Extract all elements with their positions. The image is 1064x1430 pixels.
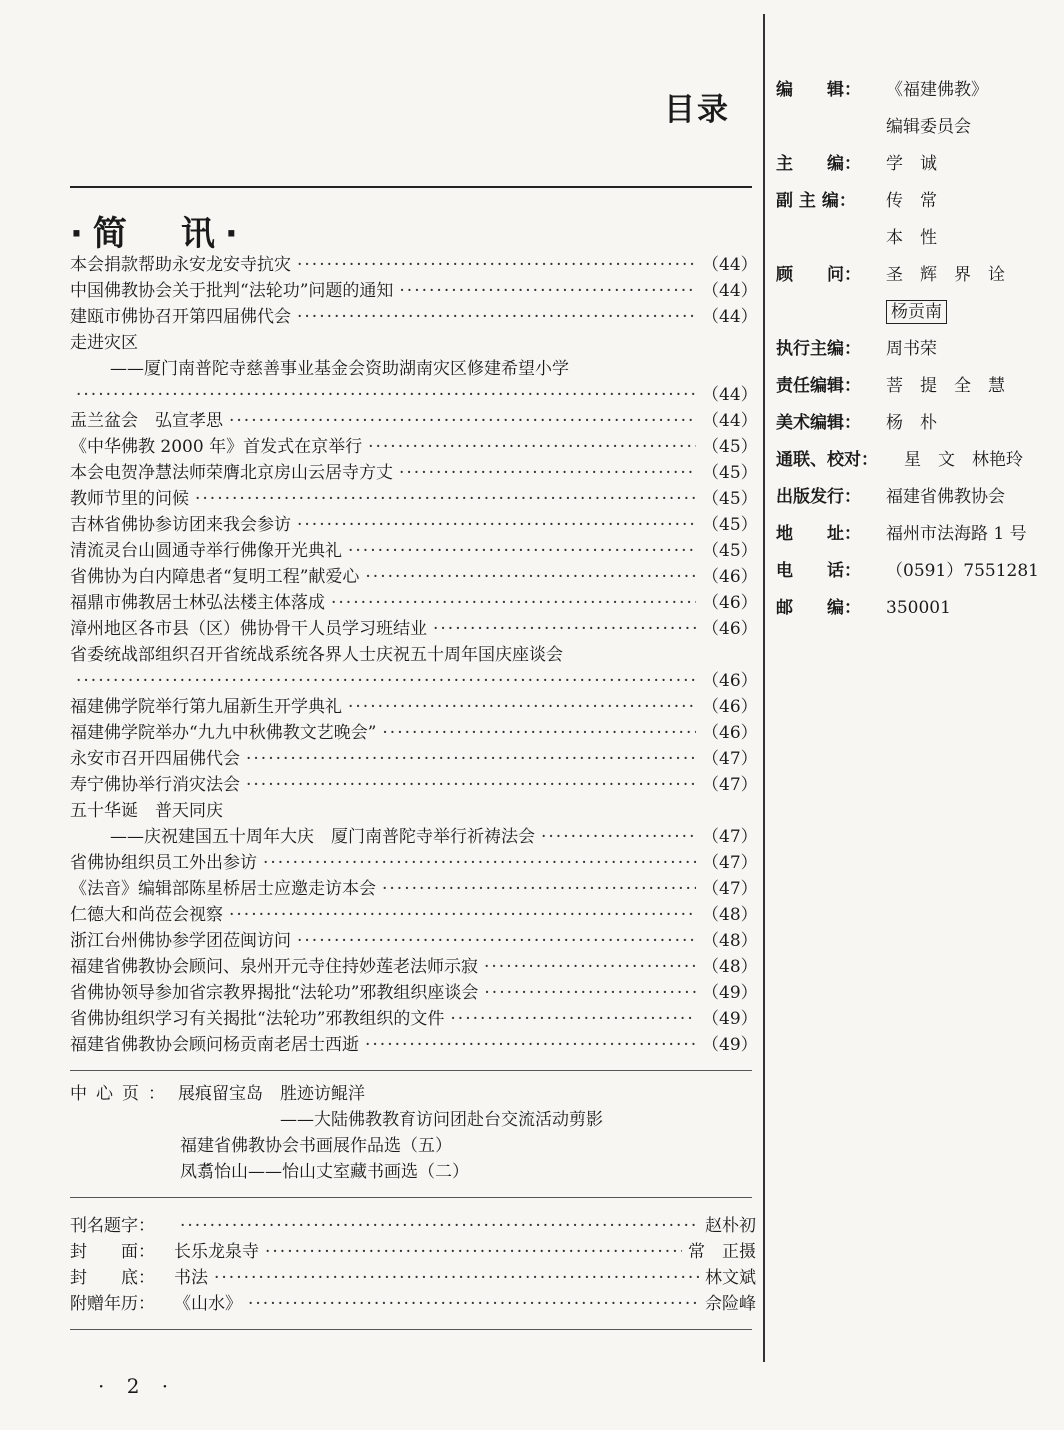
toc-entry-title: 五十华诞 普天同庆 bbox=[70, 801, 223, 821]
toc-entry-page: （45） bbox=[702, 541, 758, 561]
toc-entry-page: （49） bbox=[702, 1035, 758, 1055]
credit-author: 赵朴初 bbox=[705, 1216, 756, 1236]
credit-item bbox=[70, 1265, 208, 1291]
toc-entry-title: 永安市召开四届佛代会 bbox=[70, 749, 240, 769]
masthead-value: 菩 提 全 慧 bbox=[886, 376, 1005, 396]
masthead-value-wrap bbox=[886, 257, 1061, 294]
masthead-value: 350001 bbox=[886, 598, 951, 618]
masthead-value: 传 常 bbox=[886, 191, 937, 211]
toc-entry-title: 福建佛学院举办“九九中秋佛教文艺晚会” bbox=[70, 723, 377, 743]
masthead-value-wrap bbox=[886, 590, 1061, 627]
dot-leader bbox=[348, 538, 696, 564]
toc-entry-page: （49） bbox=[702, 1009, 758, 1029]
toc-entry-page: （44） bbox=[702, 385, 758, 405]
toc-entry-page: （49） bbox=[702, 983, 758, 1003]
toc-entry-title: 浙江台州佛协参学团莅闽访问 bbox=[70, 931, 291, 951]
masthead-key: 美术编辑： bbox=[776, 413, 861, 433]
center-page-line-2: ——大陆佛教教育访问团赴台交流活动剪影 bbox=[280, 1110, 603, 1130]
toc-entry-page: （46） bbox=[702, 697, 758, 717]
masthead-row bbox=[776, 72, 1061, 109]
dot-leader bbox=[265, 1239, 682, 1265]
toc-entry-title: 中国佛教协会关于批判“法轮功”问题的通知 bbox=[70, 281, 394, 301]
table-of-contents bbox=[70, 252, 758, 1058]
masthead-row bbox=[776, 183, 1061, 220]
masthead bbox=[776, 72, 1061, 627]
toc-entry-page: （44） bbox=[702, 411, 758, 431]
masthead-value: 福建省佛教协会 bbox=[886, 487, 1005, 507]
masthead-value-wrap bbox=[886, 553, 1061, 590]
dot-leader bbox=[399, 460, 696, 486]
toc-entry-title: ——厦门南普陀寺慈善事业基金会资助湖南灾区修建希望小学 bbox=[110, 359, 569, 379]
masthead-key: 主 编： bbox=[776, 154, 861, 174]
toc-entry-page: （45） bbox=[702, 437, 758, 457]
toc-entry bbox=[70, 824, 758, 850]
toc-entry bbox=[70, 668, 758, 694]
center-page-block bbox=[70, 1081, 752, 1185]
toc-entry-title: 省佛协组织学习有关揭批“法轮功”邪教组织的文件 bbox=[70, 1009, 445, 1029]
masthead-row bbox=[776, 479, 1061, 516]
toc-entry bbox=[70, 1032, 758, 1058]
masthead-value-wrap bbox=[886, 183, 1061, 220]
masthead-row bbox=[776, 146, 1061, 183]
credit-key: 刊名题字： bbox=[70, 1216, 155, 1236]
credit-value: 《山水》 bbox=[174, 1294, 242, 1314]
toc-entry-page: （46） bbox=[702, 593, 758, 613]
toc-entry bbox=[70, 538, 758, 564]
toc-entry bbox=[70, 408, 758, 434]
toc-entry-title: 《法音》编辑部陈星桥居士应邀走访本会 bbox=[70, 879, 376, 899]
dot-leader bbox=[484, 980, 696, 1006]
masthead-value: 杨 朴 bbox=[886, 413, 937, 433]
toc-entry-page: （47） bbox=[702, 879, 758, 899]
masthead-key: 电 话： bbox=[776, 561, 861, 581]
dot-leader bbox=[382, 720, 696, 746]
masthead-value-wrap bbox=[886, 72, 1061, 109]
masthead-value-wrap bbox=[886, 368, 1061, 405]
credits-block bbox=[70, 1213, 756, 1317]
credit-key: 封 面： bbox=[70, 1242, 155, 1262]
toc-entry-title: ——庆祝建国五十周年大庆 厦门南普陀寺举行祈祷法会 bbox=[110, 827, 535, 847]
dot-leader bbox=[297, 928, 696, 954]
masthead-row bbox=[776, 590, 1061, 627]
masthead-value: 圣 辉 界 诠 bbox=[886, 265, 1005, 285]
toc-entry bbox=[70, 356, 752, 382]
toc-entry-page: （48） bbox=[702, 931, 758, 951]
masthead-key: 出版发行： bbox=[776, 487, 861, 507]
toc-entry-title: 福建佛学院举行第九届新生开学典礼 bbox=[70, 697, 342, 717]
toc-entry-title: 省佛协为白内障患者“复明工程”献爱心 bbox=[70, 567, 360, 587]
center-page-line-3: 福建省佛教协会书画展作品选（五） bbox=[180, 1136, 452, 1156]
masthead-value-wrap bbox=[886, 405, 1061, 442]
dot-leader bbox=[246, 772, 696, 798]
dot-leader bbox=[368, 434, 696, 460]
credit-author: 常 正摄 bbox=[688, 1242, 756, 1262]
dot-leader bbox=[297, 304, 696, 330]
dot-leader bbox=[248, 1291, 699, 1317]
dot-leader bbox=[214, 1265, 699, 1291]
masthead-value-wrap bbox=[904, 442, 1061, 479]
toc-entry-page: （47） bbox=[702, 775, 758, 795]
toc-entry-title: 仁德大和尚莅会视察 bbox=[70, 905, 223, 925]
dot-leader bbox=[246, 746, 696, 772]
toc-entry-page: （44） bbox=[702, 255, 758, 275]
toc-entry-page: （44） bbox=[702, 281, 758, 301]
toc-entry bbox=[70, 798, 752, 824]
toc-entry bbox=[70, 980, 758, 1006]
masthead-key bbox=[776, 294, 886, 331]
column-divider bbox=[763, 14, 765, 1362]
credit-line bbox=[70, 1265, 756, 1291]
toc-entry bbox=[70, 252, 758, 278]
toc-entry-title: 本会捐款帮助永安龙安寺抗灾 bbox=[70, 255, 291, 275]
dot-leader bbox=[263, 850, 696, 876]
toc-entry-title: 福建省佛教协会顾问、泉州开元寺住持妙莲老法师示寂 bbox=[70, 957, 478, 977]
center-page-line-1: 展痕留宝岛 胜迹访鲲洋 bbox=[178, 1084, 365, 1104]
masthead-key: 邮 编： bbox=[776, 598, 861, 618]
toc-entry-page: （48） bbox=[702, 957, 758, 977]
masthead-row bbox=[776, 257, 1061, 294]
section-heading: ·简 讯· bbox=[70, 214, 248, 254]
toc-entry bbox=[70, 382, 758, 408]
dot-leader bbox=[450, 1006, 696, 1032]
credit-item bbox=[70, 1213, 174, 1239]
center-page-line-4: 凤翥怡山——怡山丈室藏书画选（二） bbox=[180, 1162, 469, 1182]
masthead-value: 星 文 林艳玲 bbox=[904, 450, 1023, 470]
dot-leader bbox=[76, 668, 696, 694]
toc-bottom-rule bbox=[70, 1070, 752, 1071]
toc-entry bbox=[70, 720, 758, 746]
masthead-value: （0591）7551281 bbox=[886, 561, 1039, 581]
masthead-row bbox=[776, 294, 1061, 331]
masthead-key: 执行主编： bbox=[776, 339, 861, 359]
toc-entry bbox=[70, 590, 758, 616]
toc-entry-title: 本会电贺净慧法师荣膺北京房山云居寺方丈 bbox=[70, 463, 393, 483]
toc-entry bbox=[70, 1006, 758, 1032]
credit-line bbox=[70, 1291, 756, 1317]
toc-entry bbox=[70, 512, 758, 538]
masthead-key: 顾 问： bbox=[776, 265, 861, 285]
masthead-value-wrap bbox=[886, 146, 1061, 183]
toc-entry bbox=[70, 642, 752, 668]
toc-entry-title: 走进灾区 bbox=[70, 333, 138, 353]
masthead-value: 周书荣 bbox=[886, 339, 937, 359]
page-number: · 2 · bbox=[98, 1374, 177, 1398]
masthead-row bbox=[776, 516, 1061, 553]
toc-entry bbox=[70, 616, 758, 642]
toc-entry bbox=[70, 330, 752, 356]
dot-leader bbox=[180, 1213, 699, 1239]
masthead-value-wrap bbox=[886, 294, 1061, 331]
masthead-key: 编 辑： bbox=[776, 80, 861, 100]
credit-author: 佘险峰 bbox=[705, 1294, 756, 1314]
toc-entry-page: （47） bbox=[702, 853, 758, 873]
masthead-value: 学 诚 bbox=[886, 154, 937, 174]
toc-entry bbox=[70, 304, 758, 330]
toc-entry-page: （46） bbox=[702, 567, 758, 587]
dot-leader bbox=[297, 252, 696, 278]
dot-leader bbox=[433, 616, 696, 642]
toc-entry bbox=[70, 434, 758, 460]
dot-leader bbox=[76, 382, 696, 408]
dot-leader bbox=[297, 512, 696, 538]
masthead-row bbox=[776, 405, 1061, 442]
toc-entry-page: （45） bbox=[702, 489, 758, 509]
toc-entry-title: 清流灵台山圆通寺举行佛像开光典礼 bbox=[70, 541, 342, 561]
dot-leader bbox=[365, 564, 696, 590]
dot-leader bbox=[229, 902, 696, 928]
masthead-row bbox=[776, 442, 1061, 479]
credit-key: 封 底： bbox=[70, 1268, 155, 1288]
masthead-row bbox=[776, 368, 1061, 405]
toc-entry-title: 省委统战部组织召开省统战系统各界人士庆祝五十周年国庆座谈会 bbox=[70, 645, 563, 665]
masthead-value: 编辑委员会 bbox=[886, 117, 971, 137]
masthead-row bbox=[776, 553, 1061, 590]
credit-item bbox=[70, 1291, 242, 1317]
masthead-value-wrap bbox=[886, 220, 1061, 257]
masthead-value: 本 性 bbox=[886, 228, 937, 248]
toc-entry bbox=[70, 928, 758, 954]
masthead-key: 副 主 编： bbox=[776, 191, 856, 211]
dot-leader bbox=[541, 824, 696, 850]
toc-entry-title: 建瓯市佛协召开第四届佛代会 bbox=[70, 307, 291, 327]
masthead-key: 责任编辑： bbox=[776, 376, 861, 396]
toc-entry-page: （47） bbox=[702, 749, 758, 769]
toc-entry-page: （46） bbox=[702, 671, 758, 691]
dot-leader bbox=[229, 408, 696, 434]
toc-entry-page: （44） bbox=[702, 307, 758, 327]
toc-entry-page: （45） bbox=[702, 463, 758, 483]
credits-bottom-rule bbox=[70, 1329, 752, 1330]
toc-entry bbox=[70, 694, 758, 720]
toc-entry-title: 盂兰盆会 弘宣孝思 bbox=[70, 411, 223, 431]
masthead-value: 杨贡南 bbox=[886, 300, 947, 324]
dot-leader bbox=[484, 954, 696, 980]
dot-leader bbox=[365, 1032, 696, 1058]
dot-leader bbox=[195, 486, 696, 512]
toc-entry-title: 省佛协领导参加省宗教界揭批“法轮功”邪教组织座谈会 bbox=[70, 983, 479, 1003]
toc-entry bbox=[70, 954, 758, 980]
toc-entry-title: 漳州地区各市县（区）佛协骨干人员学习班结业 bbox=[70, 619, 427, 639]
toc-entry bbox=[70, 460, 758, 486]
dot-leader bbox=[331, 590, 696, 616]
toc-entry-page: （46） bbox=[702, 619, 758, 639]
credit-author: 林文斌 bbox=[705, 1268, 756, 1288]
toc-entry bbox=[70, 902, 758, 928]
credit-value: 书法 bbox=[174, 1268, 208, 1288]
credit-value: 长乐龙泉寺 bbox=[174, 1242, 259, 1262]
toc-entry-title: 福鼎市佛教居士林弘法楼主体落成 bbox=[70, 593, 325, 613]
page-title: 目录 bbox=[664, 92, 730, 128]
toc-entry bbox=[70, 746, 758, 772]
toc-entry-title: 寿宁佛协举行消灾法会 bbox=[70, 775, 240, 795]
toc-entry-title: 《中华佛教 2000 年》首发式在京举行 bbox=[70, 437, 363, 457]
toc-entry-title: 省佛协组织员工外出参访 bbox=[70, 853, 257, 873]
toc-entry-page: （45） bbox=[702, 515, 758, 535]
masthead-key bbox=[776, 109, 886, 146]
toc-entry bbox=[70, 278, 758, 304]
credit-item bbox=[70, 1239, 259, 1265]
dot-leader bbox=[348, 694, 696, 720]
credits-top-rule bbox=[70, 1197, 752, 1198]
masthead-value: 《福建佛教》 bbox=[886, 80, 988, 100]
toc-entry bbox=[70, 564, 758, 590]
masthead-key: 通联、校对： bbox=[776, 450, 878, 470]
masthead-value-wrap bbox=[886, 331, 1061, 368]
masthead-row bbox=[776, 220, 1061, 257]
toc-entry bbox=[70, 772, 758, 798]
toc-entry-title: 福建省佛教协会顾问杨贡南老居士西逝 bbox=[70, 1035, 359, 1055]
credit-line bbox=[70, 1213, 756, 1239]
masthead-value-wrap bbox=[886, 109, 1061, 146]
masthead-key: 地 址： bbox=[776, 524, 861, 544]
toc-entry-page: （47） bbox=[702, 827, 758, 847]
toc-entry bbox=[70, 876, 758, 902]
title-rule bbox=[70, 186, 752, 188]
dot-leader bbox=[382, 876, 696, 902]
toc-entry bbox=[70, 850, 758, 876]
credit-line bbox=[70, 1239, 756, 1265]
dot-leader bbox=[399, 278, 696, 304]
toc-entry-title: 教师节里的问候 bbox=[70, 489, 189, 509]
masthead-row bbox=[776, 109, 1061, 146]
masthead-row bbox=[776, 331, 1061, 368]
masthead-value: 福州市法海路 1 号 bbox=[886, 524, 1027, 544]
toc-entry bbox=[70, 486, 758, 512]
toc-entry-title: 吉林省佛协参访团来我会参访 bbox=[70, 515, 291, 535]
masthead-value-wrap bbox=[886, 479, 1061, 516]
center-page-label: 中心页： bbox=[70, 1084, 174, 1104]
toc-entry-page: （46） bbox=[702, 723, 758, 743]
masthead-value-wrap bbox=[886, 516, 1061, 553]
credit-key: 附赠年历： bbox=[70, 1294, 155, 1314]
masthead-key bbox=[776, 220, 886, 257]
toc-entry-page: （48） bbox=[702, 905, 758, 925]
